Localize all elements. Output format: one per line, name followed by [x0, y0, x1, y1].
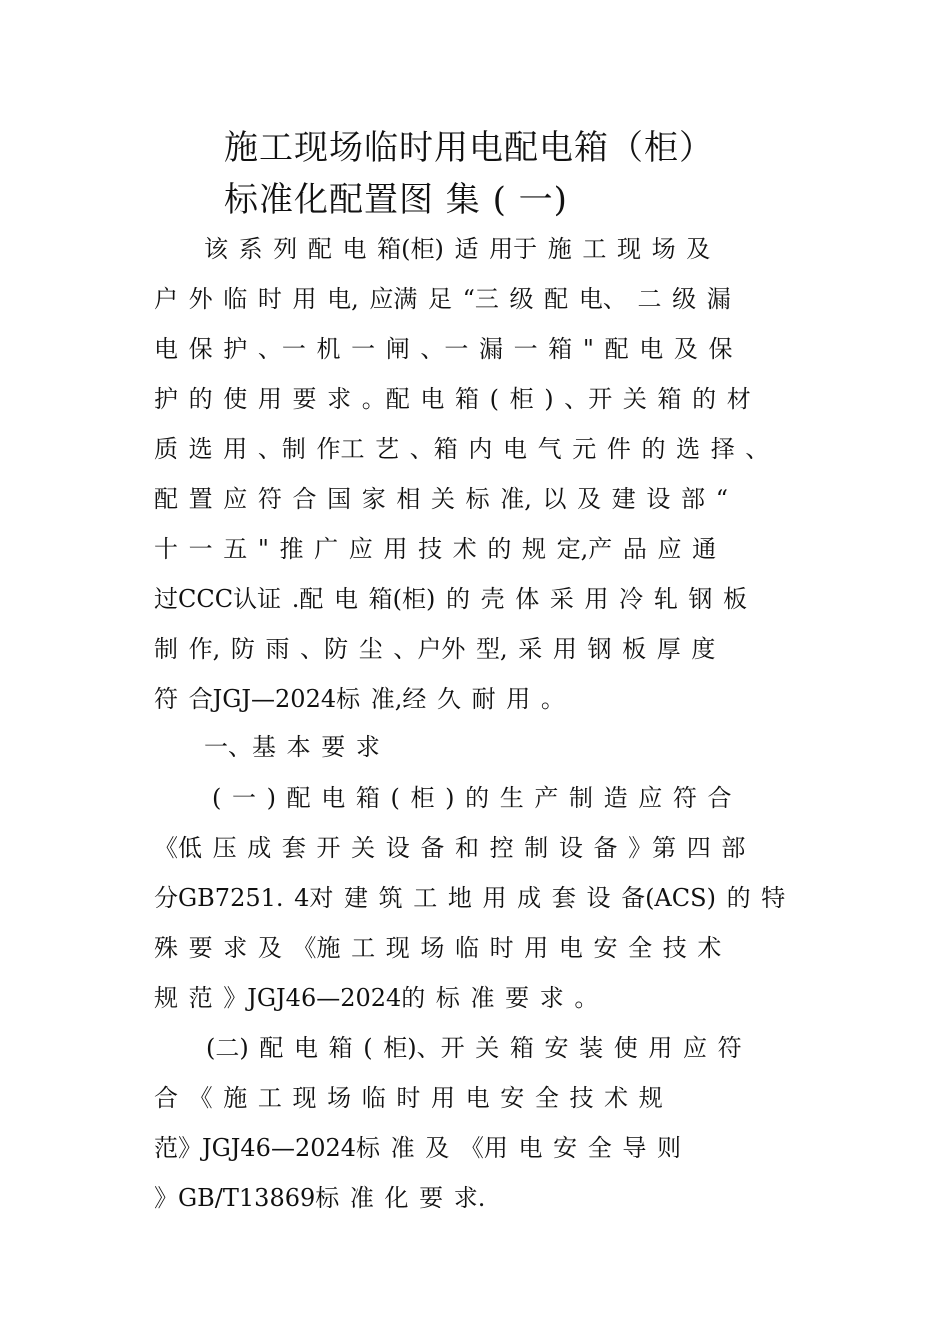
body-line: 该 系 列 配 电 箱(柜) 适 用于 施 工 现 场 及 — [204, 235, 711, 263]
body-line: 电 保 护 、一 机 一 闸 、一 漏 一 箱 " 配 电 及 保 — [154, 335, 733, 363]
body-line: 质 选 用 、制 作工 艺 、箱 内 电 气 元 件 的 选 择 、 — [154, 435, 770, 463]
body-line: 护 的 使 用 要 求 。配 电 箱 ( 柜 ) 、开 关 箱 的 材 — [154, 385, 751, 413]
body-line: 规 范 》JGJ46—2024的 标 准 要 求 。 — [154, 984, 599, 1012]
body-line: (二) 配 电 箱 ( 柜)、开 关 箱 安 装 使 用 应 符 — [206, 1034, 742, 1062]
body-line: 制 作, 防 雨 、防 尘 、户外 型, 采 用 钢 板 厚 度 — [154, 635, 716, 663]
body-line: 分GB7251. 4对 建 筑 工 地 用 成 套 设 备(ACS) 的 特 — [154, 884, 786, 912]
body-line: 《低 压 成 套 开 关 设 备 和 控 制 设 备 》第 四 部 — [154, 834, 746, 862]
section-heading: 一、基 本 要 求 — [204, 733, 380, 761]
body-line: 过CCC认证 .配 电 箱(柜) 的 壳 体 采 用 冷 轧 钢 板 — [154, 585, 747, 613]
body-line: 殊 要 求 及 《施 工 现 场 临 时 用 电 安 全 技 术 — [154, 934, 722, 962]
body-line: 配 置 应 符 合 国 家 相 关 标 准, 以 及 建 设 部 “ — [154, 485, 728, 513]
body-line: 十 一 五 " 推 广 应 用 技 术 的 规 定,产 品 应 通 — [154, 535, 717, 563]
body-line: 符 合JGJ—2024标 准,经 久 耐 用 。 — [154, 685, 565, 713]
document-title-line-2: 标准化配置图 集 ( 一) — [224, 180, 568, 220]
body-line: 户 外 临 时 用 电, 应满 足 “三 级 配 电、 二 级 漏 — [154, 285, 731, 313]
document-title-line-1: 施工现场临时用电配电箱（柜） — [224, 128, 714, 168]
body-line: 》GB/T13869标 准 化 要 求. — [154, 1184, 486, 1212]
body-line: 范》JGJ46—2024标 准 及 《用 电 安 全 导 则 — [154, 1134, 682, 1162]
body-line: ( 一 ) 配 电 箱 ( 柜 ) 的 生 产 制 造 应 符 合 — [212, 784, 732, 812]
body-line: 合 《 施 工 现 场 临 时 用 电 安 全 技 术 规 — [154, 1084, 663, 1112]
